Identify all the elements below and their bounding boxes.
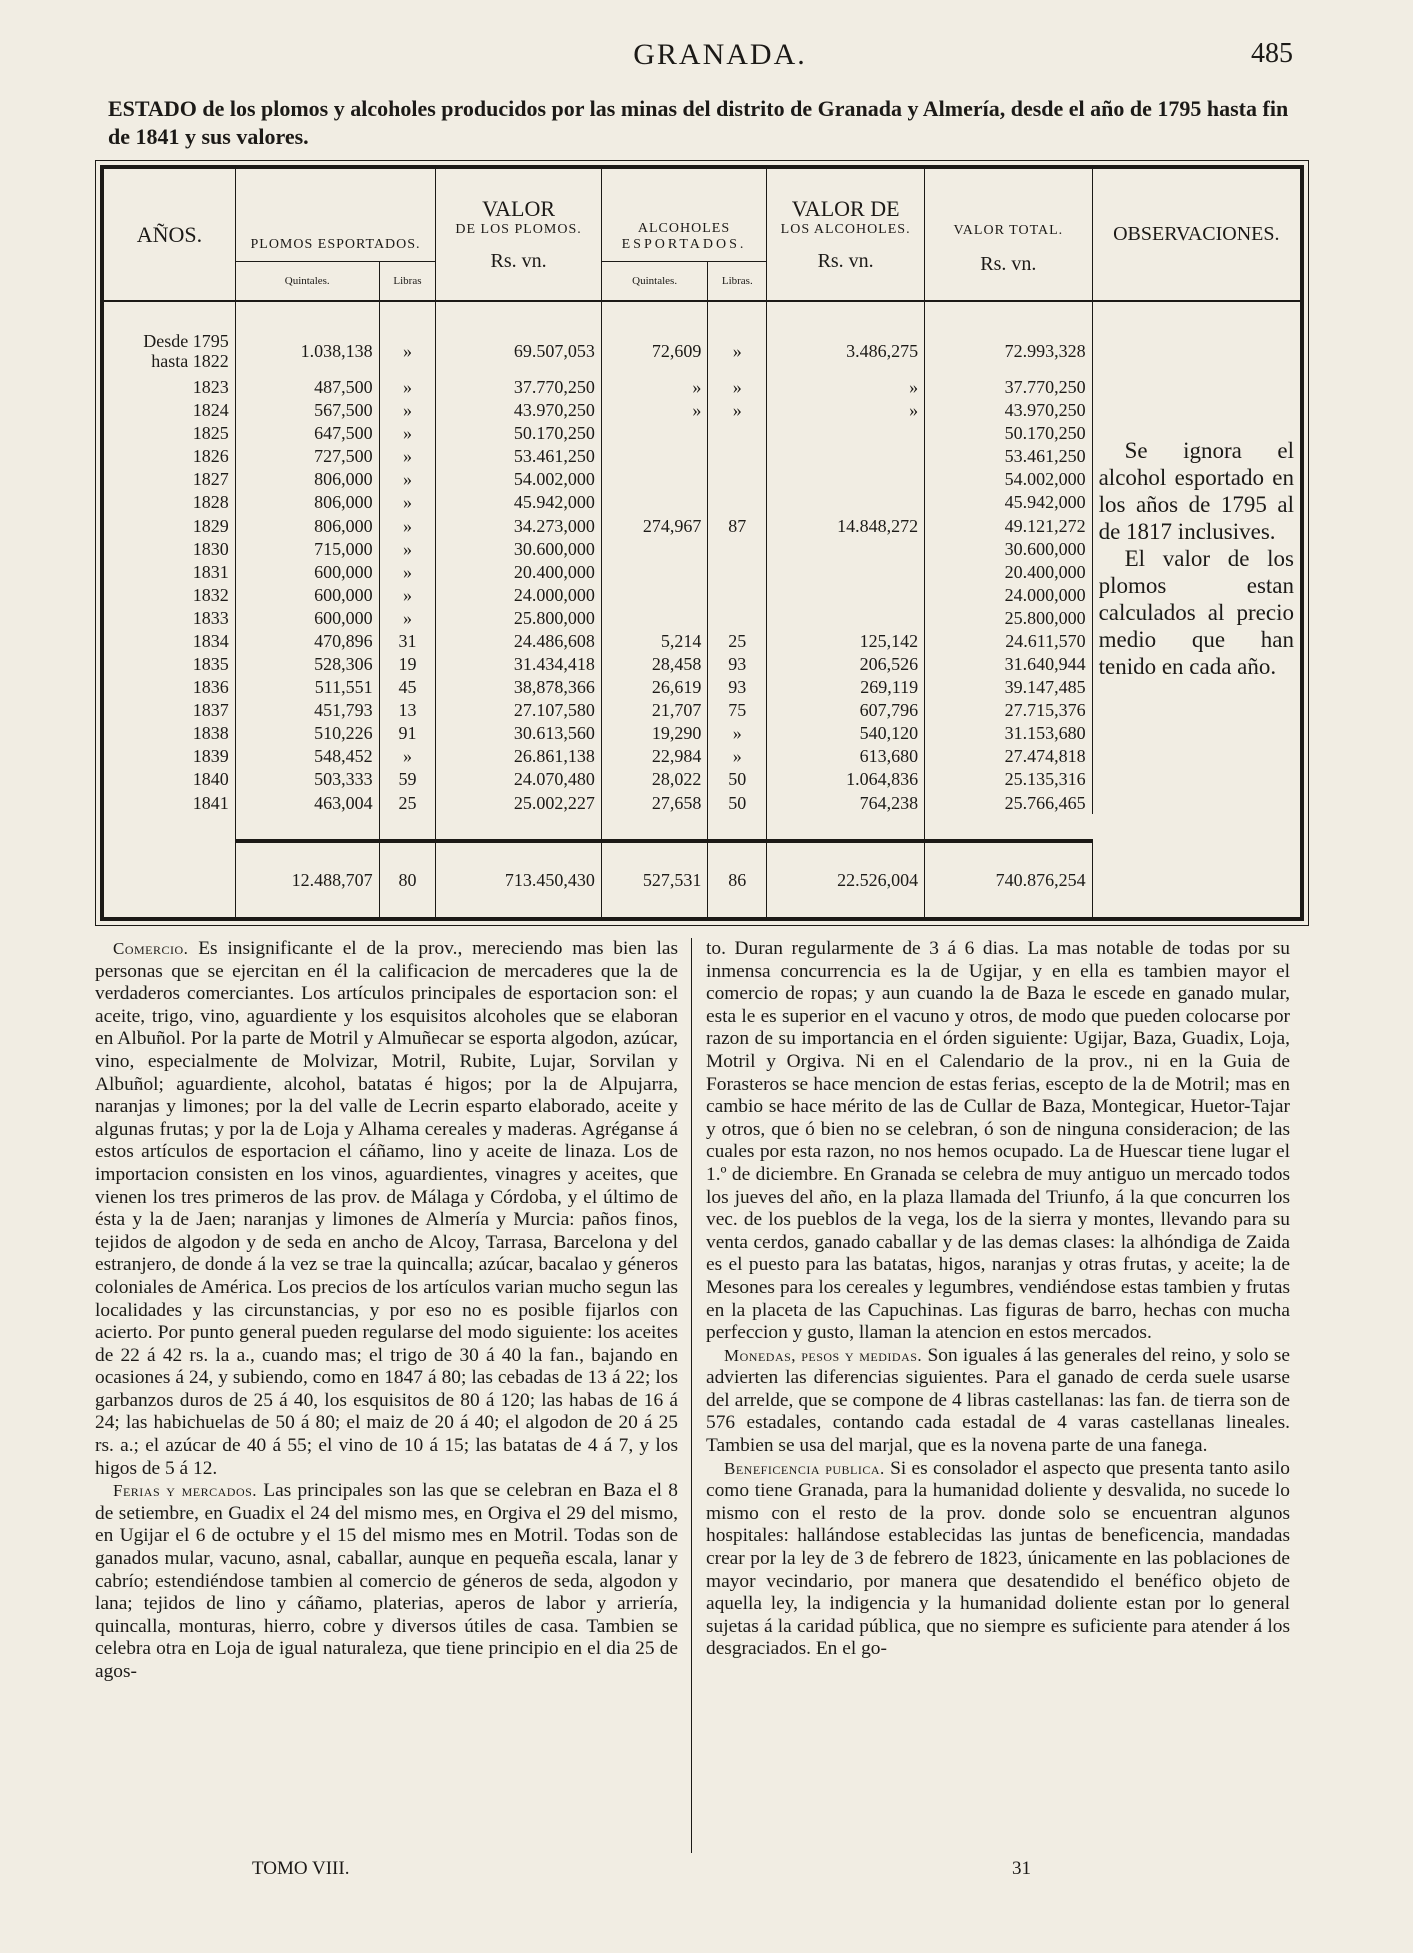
cell-alc-libras: 50 — [708, 791, 767, 814]
cell-valor-alcoholes: 14.848,272 — [767, 514, 925, 537]
total-valor-plomos: 713.450,430 — [436, 841, 602, 917]
row-year: 1831 — [192, 561, 229, 582]
header-rs-vn-3: Rs. vn. — [980, 253, 1037, 275]
paragraph-monedas — [706, 1345, 1290, 1458]
cell-alc-libras — [708, 606, 767, 629]
header-valor-total-line: VALOR TOTAL. — [953, 223, 1064, 238]
cell-valor-alcoholes — [767, 468, 925, 491]
total-libras: 80 — [379, 841, 436, 917]
cell-alc-libras: 93 — [708, 652, 767, 675]
cell-quintales: 727,500 — [235, 445, 379, 468]
row-year: 1829 — [192, 515, 229, 536]
row-year: 1824 — [192, 400, 229, 421]
cell-quintales: 528,306 — [235, 652, 379, 675]
cell-valor-plomos: 26.861,138 — [436, 745, 602, 768]
cell-libras: » — [379, 537, 436, 560]
header-valor-plomos — [436, 169, 602, 301]
row-year: 1832 — [192, 584, 229, 605]
cell-valor-plomos: 38,878,366 — [436, 676, 602, 699]
header-rs-vn: Rs. vn. — [490, 250, 547, 272]
section-label-ferias: Ferias y mercados. — [113, 1481, 258, 1501]
cell-alc-quintales: 21,707 — [601, 699, 708, 722]
cell-valor-plomos: 43.970,250 — [436, 399, 602, 422]
totals-row — [104, 841, 1300, 917]
beneficencia-text: Si es consolador el aspecto que presenta tanto asilo como tiene Granada, para la humanidad doliente y desvalida, no sucede lo mismo con el resto de la prov. donde solo se encuentran algunos hospitales: hallándose establecidas las juntas de beneficencia, mandadas crear por la ley de 3 de febrero de 1823, únicamente en las poblaciones de mayor vecindario, por manera que desatendido el benéfico objeto de aquella ley, la indigencia y la humanidad doliente estan por lo general sujetas á la caridad pública, que no siempre es suficiente para atender á los desgraciados. En el go- — [706, 1457, 1290, 1660]
cell-alc-libras: » — [708, 376, 767, 399]
cell-libras: » — [379, 491, 436, 514]
header-valor-alcoholes — [767, 169, 925, 301]
row-year: 1839 — [192, 746, 229, 767]
cell-valor-alcoholes: 607,796 — [767, 699, 925, 722]
ferias-text: Las principales son las que se celebran en Baza el 8 de setiembre, en Guadix el 24 del mismo mes, en Orgiva el 29 del mismo, en Ugijar el 6 de octubre y el 15 del mismo mes en Motril. Todas son de ganados mular, vacuno, asnal, caballar, aunque en pequeña escala, lanar y cabrío; estendiéndose tambien al comercio de géneros de seda, algodon y lana; tejidos de lino y cáñamo, platerias, aperos de labor y arriería, quincalla, monturas, hierro, cobre y diversos útiles de casa. Tambien se celebra otra en Loja de igual naturaleza, que tiene principio en el dia 25 de agos- — [95, 1480, 678, 1682]
cell-alc-libras: 75 — [708, 699, 767, 722]
cell-alc-libras: » — [708, 327, 767, 375]
cell-alc-quintales: » — [601, 376, 708, 399]
cell-valor-alcoholes — [767, 583, 925, 606]
cell-libras: » — [379, 745, 436, 768]
running-head — [0, 38, 1413, 78]
cell-quintales: 600,000 — [235, 606, 379, 629]
cell-alc-quintales: 5,214 — [601, 629, 708, 652]
row-year: 1825 — [192, 423, 229, 444]
cell-valor-total: 24.000,000 — [925, 583, 1093, 606]
cell-valor-plomos: 24.070,480 — [436, 768, 602, 791]
signature-mark: 31 — [1012, 1858, 1031, 1879]
cell-quintales: 511,551 — [235, 676, 379, 699]
cell-valor-alcoholes — [767, 445, 925, 468]
text-column-right — [706, 938, 1290, 1661]
cell-alc-libras: » — [708, 745, 767, 768]
paragraph-beneficencia — [706, 1458, 1290, 1661]
cell-libras: » — [379, 468, 436, 491]
section-label-comercio: Comercio. — [113, 939, 189, 958]
cell-alc-libras — [708, 560, 767, 583]
row-year: 1834 — [192, 630, 229, 651]
row-year: 1835 — [192, 653, 229, 674]
cell-alc-quintales — [601, 560, 708, 583]
cell-alc-libras: » — [708, 722, 767, 745]
page-footer — [0, 1858, 1413, 1888]
cell-quintales: 470,896 — [235, 629, 379, 652]
cell-valor-total: 25.766,465 — [925, 791, 1093, 814]
cell-alc-quintales — [601, 491, 708, 514]
table-spacer-row — [104, 301, 1300, 327]
header-quintales: Quintales. — [235, 261, 379, 301]
cell-libras: 25 — [379, 791, 436, 814]
cell-valor-alcoholes — [767, 537, 925, 560]
cell-libras: 45 — [379, 676, 436, 699]
page-number: 485 — [1251, 38, 1293, 69]
cell-alc-quintales: 19,290 — [601, 722, 708, 745]
header-valor-plomos-line2: DE LOS PLOMOS. — [455, 222, 582, 237]
cell-alc-quintales — [601, 445, 708, 468]
row-year: 1841 — [192, 792, 229, 813]
cell-alc-quintales — [601, 583, 708, 606]
cell-valor-alcoholes: 1.064,836 — [767, 768, 925, 791]
paragraph-ferias — [95, 1480, 678, 1683]
cell-valor-plomos: 24.486,608 — [436, 629, 602, 652]
cell-quintales: 548,452 — [235, 745, 379, 768]
header-libras: Libras — [379, 261, 436, 301]
cell-valor-total: 49.121,272 — [925, 514, 1093, 537]
cell-valor-plomos: 24.000,000 — [436, 583, 602, 606]
cell-alc-quintales: 22,984 — [601, 745, 708, 768]
monedas-text: Son iguales á las generales del reino, y solo se advierten las diferencias siguientes. Para el ganado de cerda suele usarse del arrelde, que se compone de 4 libras castellanas: las fan. de tierra son de 576 estadales, contando cada estadal de 4 varas castellanas lineales. Tambien se usa del marjal, que es la novena parte de una fanega. — [706, 1344, 1290, 1457]
observaciones-p1: Se ignora el alcohol esportado en los años de 1795 al de 1817 inclusives. — [1098, 437, 1294, 544]
header-anos: AÑOS. — [104, 169, 235, 301]
paragraph-comercio — [95, 938, 678, 1480]
cell-valor-total: 27.715,376 — [925, 699, 1093, 722]
row-year: 1826 — [192, 446, 229, 467]
header-valor-alc-line1: VALOR DE — [791, 196, 900, 221]
cell-valor-plomos: 31.434,418 — [436, 652, 602, 675]
cell-alc-libras: 93 — [708, 676, 767, 699]
cell-valor-total: 43.970,250 — [925, 399, 1093, 422]
table-body — [104, 301, 1300, 814]
cell-valor-total: 30.600,000 — [925, 537, 1093, 560]
row-year: 1823 — [192, 377, 229, 398]
row-year: 1838 — [192, 723, 229, 744]
cell-quintales: 503,333 — [235, 768, 379, 791]
cell-valor-plomos: 54.002,000 — [436, 468, 602, 491]
row-year: 1840 — [192, 769, 229, 790]
cell-quintales: 1.038,138 — [235, 327, 379, 375]
cell-valor-total: 54.002,000 — [925, 468, 1093, 491]
cell-valor-total: 37.770,250 — [925, 376, 1093, 399]
cell-alc-quintales — [601, 422, 708, 445]
cell-quintales: 806,000 — [235, 514, 379, 537]
cell-libras: » — [379, 445, 436, 468]
cell-alc-quintales: 26,619 — [601, 676, 708, 699]
cell-valor-total: 24.611,570 — [925, 629, 1093, 652]
cell-valor-total: 45.942,000 — [925, 491, 1093, 514]
cell-alc-libras — [708, 445, 767, 468]
cell-alc-libras — [708, 491, 767, 514]
cell-quintales: 806,000 — [235, 491, 379, 514]
row-year: 1833 — [192, 607, 229, 628]
header-plomos: PLOMOS ESPORTADOS. — [235, 169, 436, 261]
cell-valor-alcoholes: » — [767, 399, 925, 422]
cell-valor-plomos: 30.600,000 — [436, 537, 602, 560]
header-valor-total — [925, 169, 1093, 301]
total-alc-quintales: 527,531 — [601, 841, 708, 917]
cell-alc-quintales: 27,658 — [601, 791, 708, 814]
row-year-to: hasta 1822 — [151, 351, 229, 372]
cell-alc-libras — [708, 537, 767, 560]
cell-alc-libras: 87 — [708, 514, 767, 537]
header-alcoholes-line1: ALCOHOLES — [637, 220, 731, 236]
observaciones-p2: El valor de los plomos estan calculados al precio medio que han tenido en cada año. — [1098, 545, 1294, 679]
row-year: 1837 — [192, 700, 229, 721]
comercio-text: Es insignificante el de la prov., mereciendo mas bien las personas que se ejercitan en él la calificacion de mercaderes que la de verdaderos comerciantes. Los artículos principales de esportacion son: el aceite, trigo, vino, aguardiente y los esquisitos alcoholes que se elaboran en Albuñol. Por la parte de Motril y Almuñecar se esporta algodon, azúcar, vino, especialmente de Molvizar, Motril, Rubite, Lujar, Sorvilan y Albuñol; aguardiente, alcohol, batatas é higos; por la de Alpujarra, naranjas y limones; por la del valle de Lecrin esparto elaborado, aceite y algunas frutas; y por la de Loja y Alhama cereales y maderas. Agréganse á estos artículos de esportacion el cáñamo, lino y aceite de linaza. Los de importacion consisten en los vinos, aguardientes, vinagres y aceites, que vienen los tres primeros de las prov. de Málaga y Córdoba, y el último de ésta y la de Jaen; naranjas y limones de Almería y Murcia: paños finos, tejidos de algodon y de seda en ancho de Alcoy, Tarrasa, Barcelona y del estranjero, de donde á la vez se trae la quincalla; azúcar, bacalao y géneros coloniales de América. Los precios de los artículos varian mucho segun las localidades y las circunstancias, y por eso no es posible fijarlos con acierto. Por punto general pueden regularse del modo siguiente: los aceites de 22 á 42 rs. la a., cuando mas; el trigo de 30 á 40 la fan., bajando en ocasiones á 24, y subiendo, como en 1847 á 80; las cebadas de 13 á 22; los garbanzos duros de 25 á 40, los esquisitos de 80 á 120; las habas de 16 á 24; las habichuelas de 50 á 80; el maiz de 20 á 40; el algodon de 20 á 25 rs. a.; el azúcar de 40 á 55; el vino de 10 á 15; las batatas de 4 á 7, y los higos de 5 á 12. — [95, 938, 678, 1479]
header-libras-alc: Libras. — [708, 261, 767, 301]
cell-quintales: 463,004 — [235, 791, 379, 814]
row-year — [104, 327, 235, 375]
cell-quintales: 806,000 — [235, 468, 379, 491]
cell-valor-total: 27.474,818 — [925, 745, 1093, 768]
observaciones-cell — [1092, 301, 1300, 814]
cell-alc-quintales: 274,967 — [601, 514, 708, 537]
table-header — [104, 169, 1300, 301]
cell-quintales: 600,000 — [235, 560, 379, 583]
table-caption: ESTADO de los plomos y alcoholes producidos por las minas del distrito de Granada y Almería, desde el año de 1795 hasta fin de 1841 y sus valores. — [108, 96, 1289, 149]
text-column-left — [95, 938, 678, 1684]
cell-valor-total: 50.170,250 — [925, 422, 1093, 445]
column-divider — [691, 938, 692, 1853]
cell-valor-plomos: 27.107,580 — [436, 699, 602, 722]
header-quintales-alc: Quintales. — [601, 261, 708, 301]
cell-valor-total: 20.400,000 — [925, 560, 1093, 583]
cell-alc-quintales: 28,458 — [601, 652, 708, 675]
cell-valor-total: 31.153,680 — [925, 722, 1093, 745]
cell-alc-libras: 50 — [708, 768, 767, 791]
cell-valor-plomos: 25.002,227 — [436, 791, 602, 814]
header-alcoholes-line2: ESPORTADOS. — [621, 236, 747, 252]
cell-valor-plomos: 25.800,000 — [436, 606, 602, 629]
cell-valor-alcoholes: 206,526 — [767, 652, 925, 675]
header-valor-alc-line2: LOS ALCOHOLES. — [780, 222, 911, 237]
cell-alc-quintales — [601, 468, 708, 491]
cell-valor-total: 25.135,316 — [925, 768, 1093, 791]
cell-valor-alcoholes: 125,142 — [767, 629, 925, 652]
cell-valor-alcoholes: 540,120 — [767, 722, 925, 745]
cell-quintales: 647,500 — [235, 422, 379, 445]
cell-libras: 91 — [379, 722, 436, 745]
cell-valor-total: 31.640,944 — [925, 652, 1093, 675]
total-quintales: 12.488,707 — [235, 841, 379, 917]
cell-quintales: 567,500 — [235, 399, 379, 422]
cell-quintales: 451,793 — [235, 699, 379, 722]
cell-libras: » — [379, 606, 436, 629]
cell-alc-quintales — [601, 537, 708, 560]
cell-libras: » — [379, 583, 436, 606]
table-totals — [104, 814, 1300, 917]
table-spacer-row — [104, 814, 1300, 841]
cell-libras: 31 — [379, 629, 436, 652]
row-year: 1830 — [192, 538, 229, 559]
cell-valor-alcoholes — [767, 606, 925, 629]
cell-valor-alcoholes: 613,680 — [767, 745, 925, 768]
cell-valor-alcoholes: 3.486,275 — [767, 327, 925, 375]
cell-alc-quintales: 72,609 — [601, 327, 708, 375]
section-label-beneficencia: Beneficencia publica. — [724, 1458, 885, 1478]
page-title: GRANADA. — [633, 38, 807, 71]
cell-valor-plomos: 69.507,053 — [436, 327, 602, 375]
cell-quintales: 600,000 — [235, 583, 379, 606]
cell-valor-total: 53.461,250 — [925, 445, 1093, 468]
cell-valor-alcoholes: » — [767, 376, 925, 399]
cell-alc-quintales: 28,022 — [601, 768, 708, 791]
section-label-monedas: Monedas, pesos y medidas. — [724, 1345, 923, 1365]
row-year-from: Desde 1795 — [143, 331, 229, 352]
cell-valor-plomos: 50.170,250 — [436, 422, 602, 445]
cell-valor-plomos: 45.942,000 — [436, 491, 602, 514]
cell-alc-libras — [708, 422, 767, 445]
cell-libras: 59 — [379, 768, 436, 791]
cell-valor-plomos: 37.770,250 — [436, 376, 602, 399]
total-alc-libras: 86 — [708, 841, 767, 917]
total-valor-total: 740.876,254 — [925, 841, 1093, 917]
cell-valor-total: 39.147,485 — [925, 676, 1093, 699]
row-year: 1828 — [192, 492, 229, 513]
cell-libras: » — [379, 376, 436, 399]
cell-valor-alcoholes — [767, 422, 925, 445]
cell-alc-libras: 25 — [708, 629, 767, 652]
cell-libras: » — [379, 399, 436, 422]
cell-alc-libras — [708, 468, 767, 491]
header-observaciones: OBSERVACIONES. — [1092, 169, 1300, 301]
volume-label: TOMO VIII. — [252, 1858, 350, 1879]
statistics-table-frame — [100, 165, 1304, 921]
cell-libras: » — [379, 560, 436, 583]
cell-libras: » — [379, 422, 436, 445]
cell-quintales: 487,500 — [235, 376, 379, 399]
row-year: 1827 — [192, 469, 229, 490]
cell-alc-libras — [708, 583, 767, 606]
cell-valor-plomos: 20.400,000 — [436, 560, 602, 583]
cell-alc-libras: » — [708, 399, 767, 422]
cell-libras: 13 — [379, 699, 436, 722]
cell-libras: » — [379, 514, 436, 537]
paragraph-ferias-cont: to. Duran regularmente de 3 á 6 dias. La mas notable de todas por su inmensa concurrencia es la de Ugijar, y en ella es tambien mayor el comercio de ropas; y aun cuando la de Baza le escede en ganado mular, esta le es superior en el vacuno y otros, de modo que pueden colocarse por razon de su importancia en el órden siguiente: Ugijar, Baza, Guadix, Loja, Motril y Orgiva. Ni en el Calendario de la prov., ni en la Guia de Forasteros se hace mencion de estas ferias, escepto de la de Motril; mas en cambio se hace mérito de las de Cullar de Baza, Montegicar, Huetor-Tajar y otros, que ó bien no se celebran, ó son de ninguna consideracion; de las cuales por esta razon, no nos hemos ocupado. La de Huescar tiene lugar el 1.º de diciembre. En Granada se celebra de muy antiguo un mercado todos los jueves del año, en la plaza llamada del Triunfo, á la que concurren los vec. de los pueblos de la vega, los de la sierra y montes, llevando para su venta cerdos, ganado caballar y de las demas clases: la alhóndiga de Zaida es el puesto para las batatas, higos, naranjas y otras frutas, y aceite; la de Mesones para los cereales y legumbres, vendiéndose estas tambien y frutas en la placeta de las Capuchinas. Las figuras de barro, hechas con mucha perfeccion y gusto, llaman la atencion en estos mercados. — [706, 938, 1290, 1344]
header-valor-plomos-line1: VALOR — [482, 196, 556, 221]
total-valor-alcoholes: 22.526,004 — [767, 841, 925, 917]
cell-libras: » — [379, 327, 436, 375]
cell-libras: 19 — [379, 652, 436, 675]
cell-quintales: 510,226 — [235, 722, 379, 745]
cell-valor-plomos: 53.461,250 — [436, 445, 602, 468]
header-alcoholes — [601, 169, 766, 261]
cell-quintales: 715,000 — [235, 537, 379, 560]
statistics-table — [104, 169, 1300, 917]
cell-valor-alcoholes: 764,238 — [767, 791, 925, 814]
cell-valor-total: 72.993,328 — [925, 327, 1093, 375]
cell-alc-quintales — [601, 606, 708, 629]
cell-alc-quintales: » — [601, 399, 708, 422]
row-year: 1836 — [192, 677, 229, 698]
cell-valor-alcoholes — [767, 560, 925, 583]
header-rs-vn-2: Rs. vn. — [817, 250, 874, 272]
cell-valor-plomos: 34.273,000 — [436, 514, 602, 537]
cell-valor-alcoholes — [767, 491, 925, 514]
cell-valor-alcoholes: 269,119 — [767, 676, 925, 699]
cell-valor-plomos: 30.613,560 — [436, 722, 602, 745]
cell-valor-total: 25.800,000 — [925, 606, 1093, 629]
